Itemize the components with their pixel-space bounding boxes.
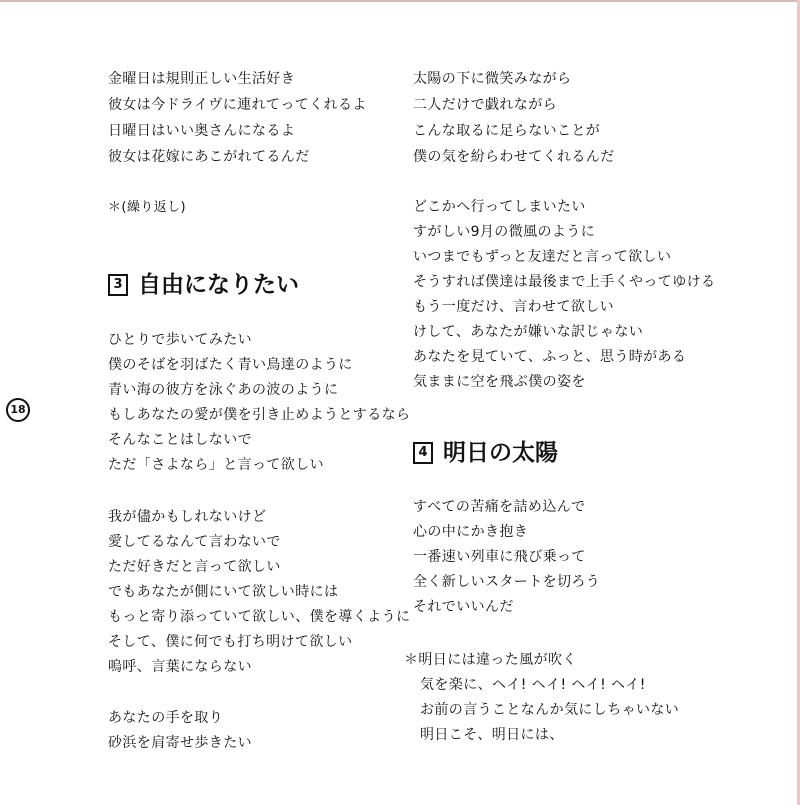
lyric-line: いつまでもずっと友達だと言って欲しい [413, 249, 672, 265]
lyric-line: 嗚呼、言葉にならない [108, 659, 252, 675]
lyric-line: 僕のそばを羽ばたく青い鳥達のように [108, 357, 353, 373]
lyric-line: 彼女は今ドライヴに連れてってくれるよ [108, 97, 367, 113]
refrain-note: ＊(繰り返し) [108, 200, 186, 215]
lyric-line: 明日こそ、明日には、 [420, 727, 564, 743]
lyric-line: それでいいんだ [413, 599, 514, 615]
lyric-line: もう一度だけ、言わせて欲しい [413, 299, 615, 315]
lyric-line: あなたを見ていて、ふっと、思う時がある [413, 349, 687, 365]
lyric-line: そして、僕に何でも打ち明けて欲しい [108, 634, 353, 650]
lyric-line: 砂浜を肩寄せ歩きたい [108, 735, 252, 751]
lyric-line: 気を楽に、ヘイ! ヘイ! ヘイ! ヘイ! [420, 677, 646, 693]
lyric-line: ただ好きだと言って欲しい [108, 559, 281, 575]
song-heading-4 [413, 438, 558, 468]
lyric-line: そんなことはしないで [108, 432, 252, 448]
lyric-line: 彼女は花嫁にあこがれてるんだ [108, 149, 310, 165]
track-number-box: 3 [108, 274, 128, 296]
lyric-line: もしあなたの愛が僕を引き止めようとするなら [108, 407, 411, 423]
lyric-line: 金曜日は規則正しい生活好き [108, 71, 296, 87]
lyric-line: 僕の気を紛らわせてくれるんだ [413, 149, 615, 165]
lyric-line: ただ「さよなら」と言って欲しい [108, 457, 324, 473]
lyric-line: 青い海の彼方を泳ぐあの波のように [108, 382, 339, 398]
page-number: 18 [6, 398, 30, 422]
track-number-box: 4 [413, 442, 433, 464]
lyric-line: 心の中にかき抱き [413, 524, 529, 540]
lyric-line: 我が儘かもしれないけど [108, 509, 267, 525]
lyric-line: もっと寄り添っていて欲しい、僕を導くように [108, 609, 411, 625]
lyric-line: そうすれば僕達は最後まで上手くやってゆける [413, 274, 716, 290]
lyric-line: どこかへ行ってしまいたい [413, 199, 586, 215]
lyric-line: お前の言うことなんか気にしちゃいない [420, 702, 680, 718]
lyric-line: でもあなたが側にいて欲しい時には [108, 584, 339, 600]
lyric-line: ひとりで歩いてみたい [108, 332, 252, 348]
lyric-line: すべての苦痛を詰め込んで [413, 499, 586, 515]
scan-edge-top [0, 0, 800, 2]
song-title: 自由になりたい [138, 272, 299, 298]
lyric-line: 日曜日はいい奥さんになるよ [108, 123, 296, 139]
lyric-line: けして、あなたが嫌いな訳じゃない [413, 324, 644, 340]
lyric-line: 一番速い列車に飛び乗って [413, 549, 586, 565]
lyric-line: あなたの手を取り [108, 710, 224, 726]
song-title: 明日の太陽 [443, 440, 558, 466]
lyric-line: ＊明日には違った風が吹く [404, 652, 577, 668]
lyric-line: 太陽の下に微笑みながら [413, 71, 572, 87]
lyric-line: こんな取るに足らないことが [413, 123, 601, 139]
lyric-line: 二人だけで戯れながら [413, 97, 557, 113]
song-heading-3 [108, 270, 299, 300]
lyric-line: 全く新しいスタートを切ろう [413, 574, 601, 590]
lyric-line: 愛してるなんて言わないで [108, 534, 281, 550]
lyric-line: 気ままに空を飛ぶ僕の姿を [413, 374, 586, 390]
lyric-line: すがしい9月の微風のように [413, 224, 596, 240]
